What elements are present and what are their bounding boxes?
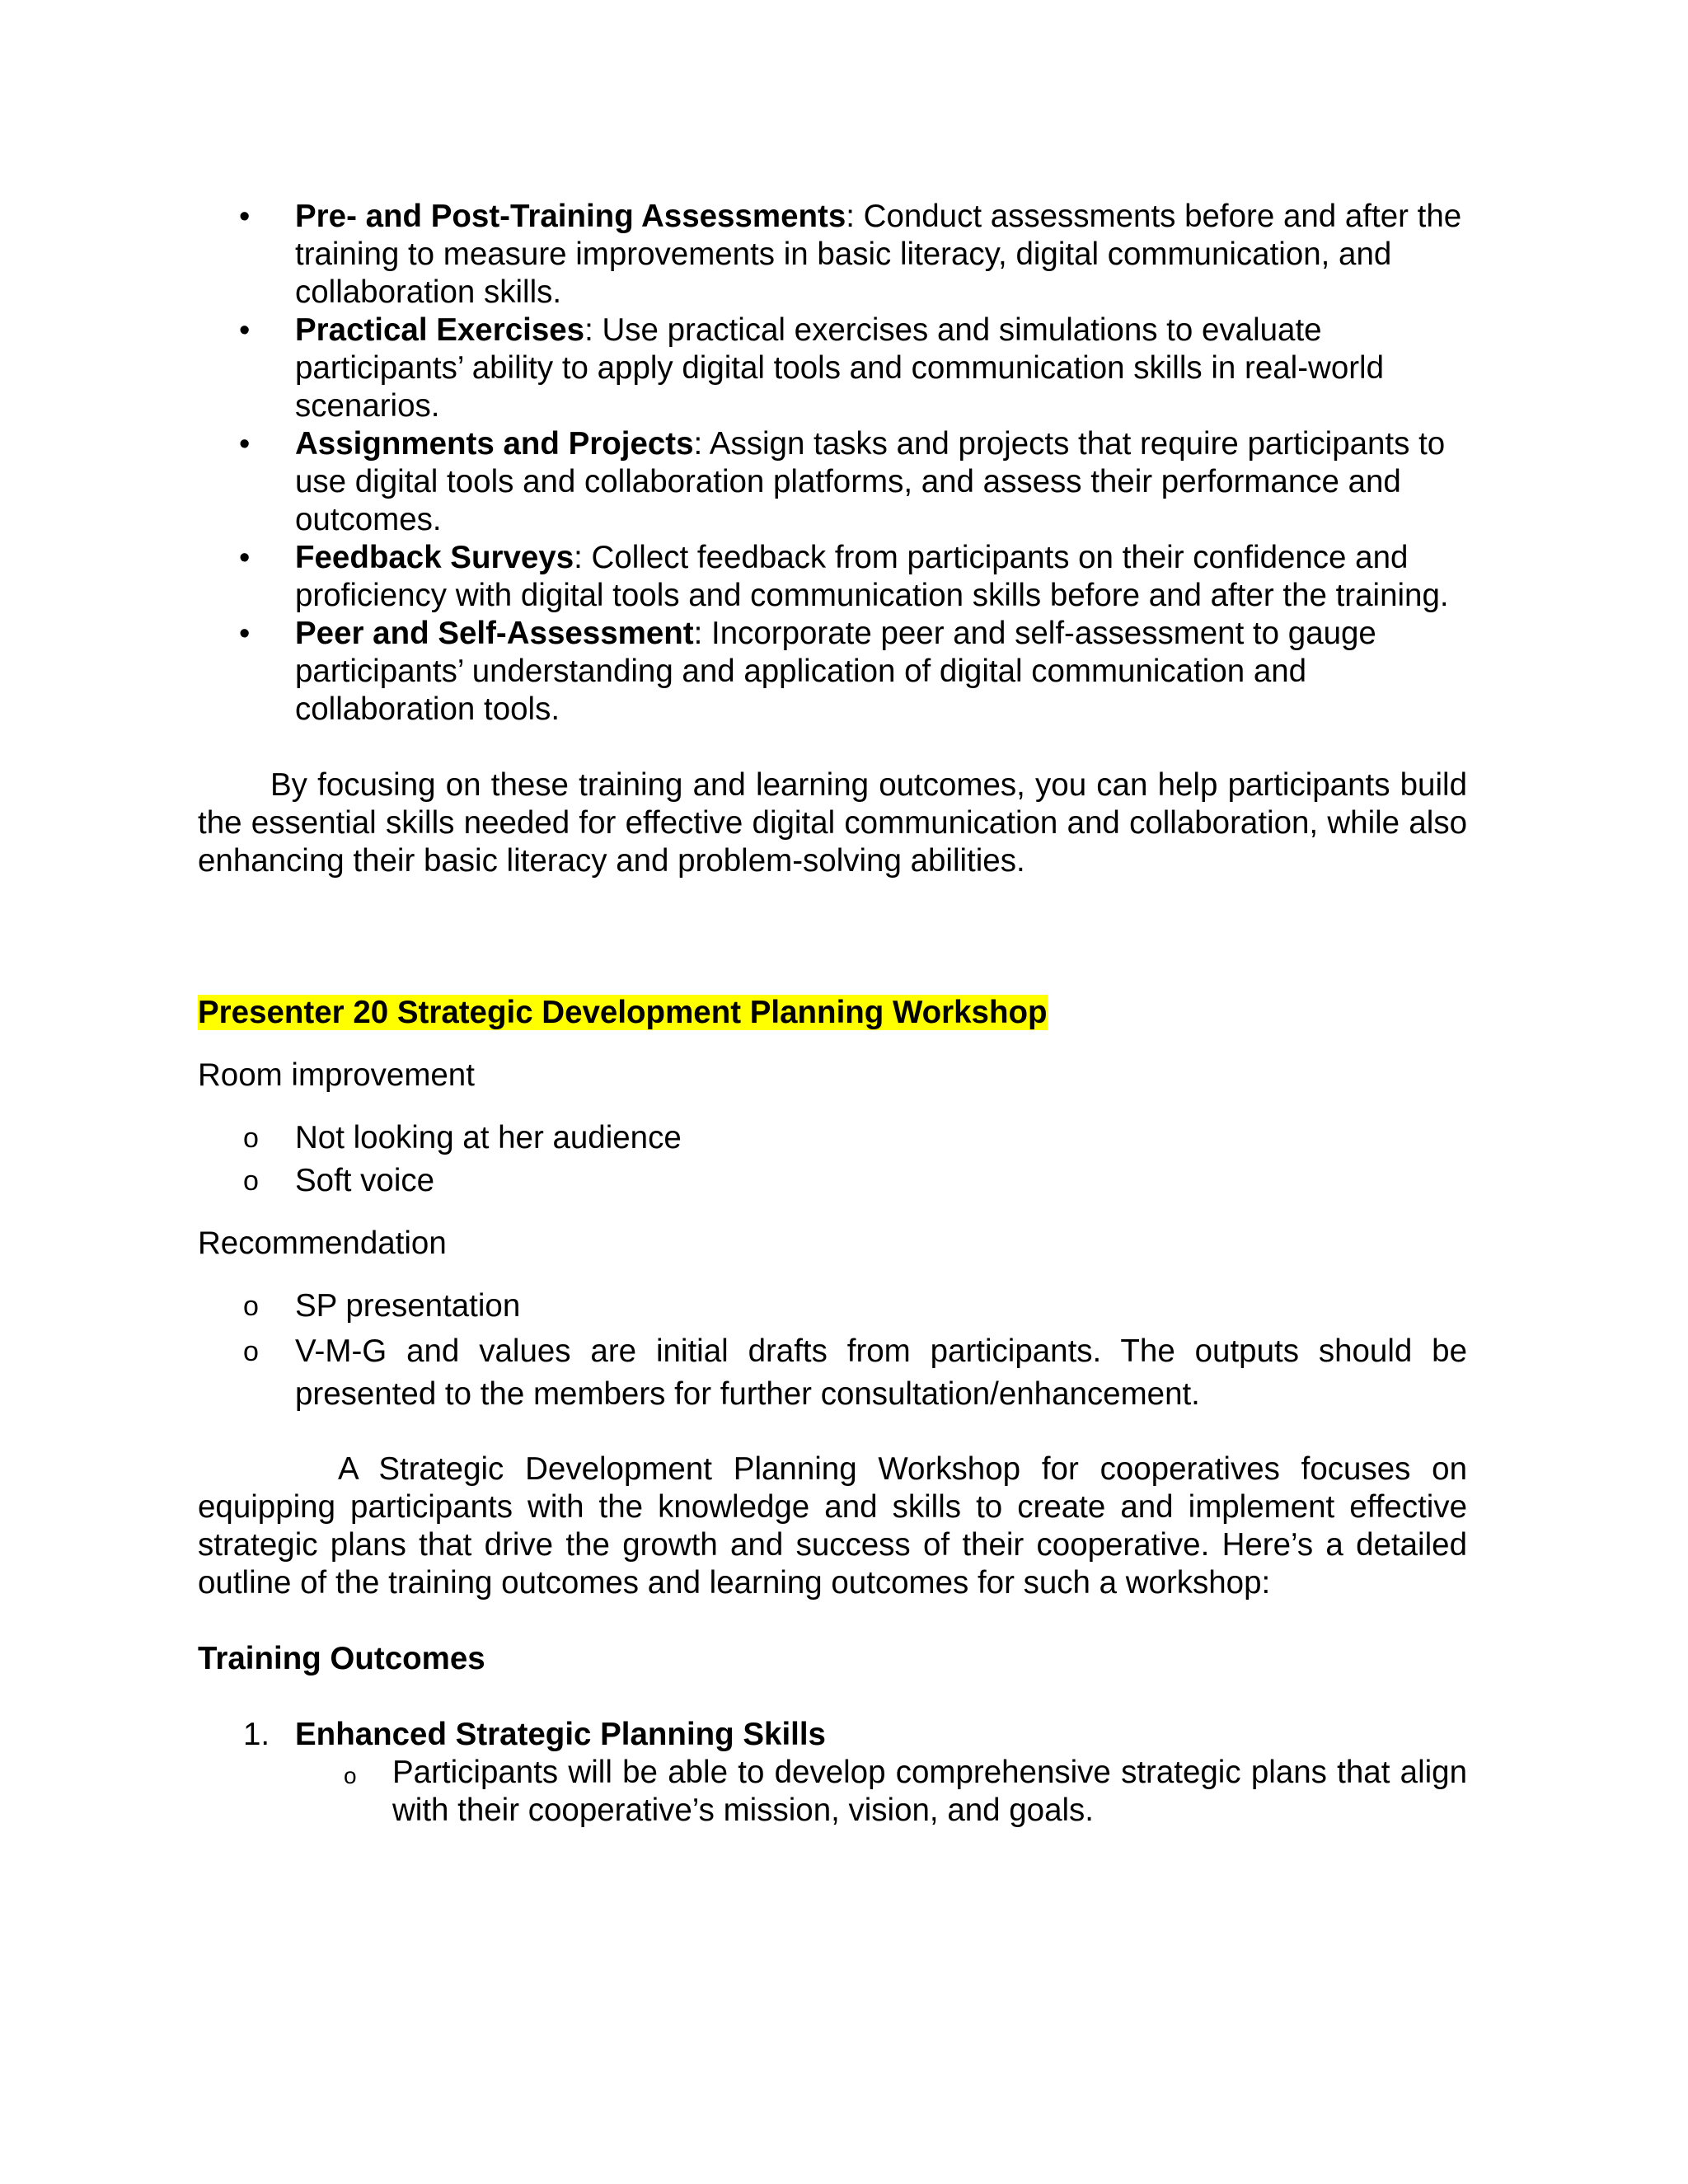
list-item [198,1162,1467,1200]
bullet-text: : Assign tasks and projects that require participants to use digital tools and collaboration platforms, and assess their performance and outcomes. [295,426,1446,537]
outcome-item [198,1716,1467,1754]
list-item-text: V-M-G and values are initial drafts from participants. The outputs should be presented to the members for further consultation/enhancement. [295,1333,1467,1412]
bullet-icon: • [239,313,251,348]
assessment-bullet-list [198,198,1467,729]
list-item [198,1287,1467,1325]
list-item-text: Soft voice [295,1163,435,1198]
bullet-title: Pre- and Post-Training Assessments [295,199,846,234]
intro-paragraph: A Strategic Development Planning Workshop for cooperatives focuses on equipping participants with the knowledge and skills to create and implement effective strategic plans that drive the growth and success of their cooperative. Here’s a detailed outline of the training outcomes and learning outcomes for such a workshop: [198,1451,1467,1601]
bullet-title: Peer and Self-Assessment [295,616,694,651]
circle-bullet-icon: o [243,1165,259,1197]
list-item-text: Not looking at her audience [295,1120,682,1155]
bullet-title: Practical Exercises [295,312,585,348]
training-outcomes-heading: Training Outcomes [198,1641,485,1676]
bullet-icon: • [239,427,251,462]
circle-bullet-icon: o [243,1291,259,1322]
presenter-heading [198,994,1467,1032]
bullet-text: : Conduct assessments before and after the training to measure improvements in basic literacy, digital communication, and collaboration skills. [295,199,1462,310]
list-item [198,312,1467,425]
list-item [198,425,1467,539]
list-item [198,198,1467,312]
bullet-text: : Collect feedback from participants on their confidence and proficiency with digital tools and communication skills before and after the training. [295,540,1449,613]
list-item [198,1119,1467,1157]
bullet-icon: • [239,199,251,234]
bullet-title: Assignments and Projects [295,426,694,462]
circle-bullet-icon: o [243,1336,259,1367]
outcome-title: Enhanced Strategic Planning Skills [295,1717,826,1752]
bullet-text: : Incorporate peer and self-assessment to gauge participants’ understanding and application of digital communication and collaboration tools. [295,616,1376,727]
recommendation-list [198,1287,1467,1416]
bullet-icon: • [239,541,251,575]
list-item-text: SP presentation [295,1288,521,1324]
list-item [198,1330,1467,1416]
recommendation-label: Recommendation [198,1226,447,1261]
list-item [198,615,1467,729]
bullet-text: : Use practical exercises and simulations to evaluate participants’ ability to apply digital tools and communication skills in real-world scenarios. [295,312,1385,424]
bullet-icon: • [239,616,251,651]
page-content [198,198,1467,1830]
outcome-sub-text: Participants will be able to develop comprehensive strategic plans that align with their cooperative’s mission, vision, and goals. [392,1755,1467,1828]
circle-bullet-icon: o [243,1122,259,1154]
bullet-title: Feedback Surveys [295,540,574,575]
outcome-number: 1. [243,1717,270,1752]
presenter-heading-text: Presenter 20 Strategic Development Planning Workshop [198,995,1048,1030]
outcome-sub-item [198,1754,1467,1830]
room-improvement-list [198,1119,1467,1200]
list-item [198,539,1467,615]
room-improvement-label: Room improvement [198,1057,475,1093]
circle-bullet-icon: o [344,1763,357,1788]
closing-paragraph: By focusing on these training and learning outcomes, you can help participants build the essential skills needed for effective digital communication and collaboration, while also enhancing their basic literacy and problem-solving abilities. [198,767,1467,879]
